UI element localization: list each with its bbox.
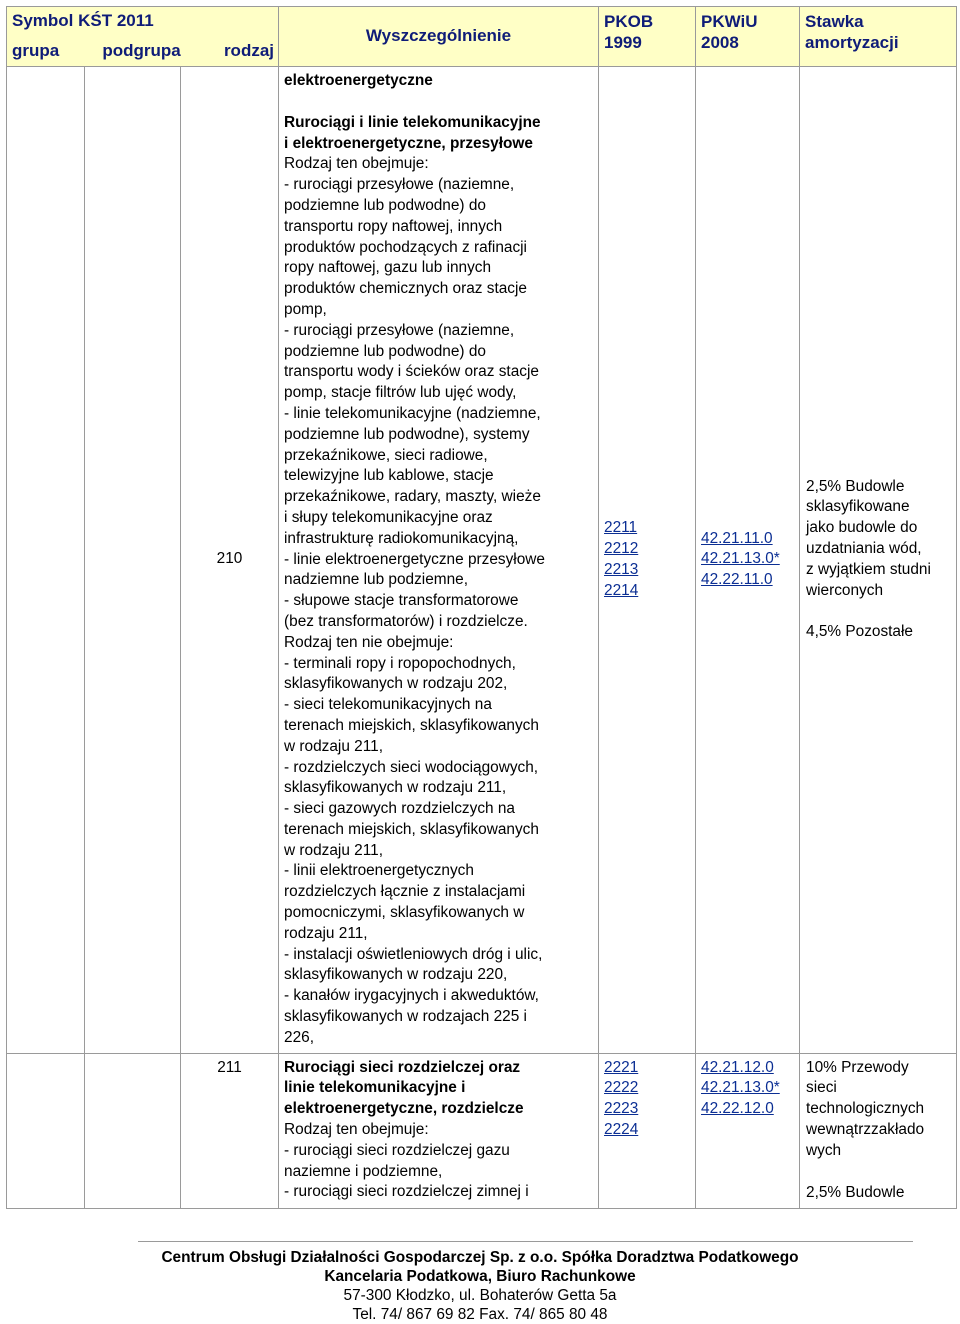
- footer: [0, 1248, 960, 1324]
- title-211: Rurociągi sieci rozdzielczej oraz linie telekomunikacyjne i elektroenergetyczne, rozdzielcze: [284, 1058, 524, 1118]
- header-grupa: grupa: [12, 40, 60, 60]
- description-line: Rodzaj ten obejmuje:: [284, 155, 429, 173]
- body-210: [284, 154, 594, 1048]
- pkob-210: [599, 67, 696, 1054]
- grupa-cell: [7, 1053, 85, 1208]
- header-podgrupa: podgrupa: [102, 40, 181, 60]
- footer-phone: Tel. 74/ 867 69 82 Fax. 74/ 865 80 48: [352, 1306, 608, 1323]
- description-line: - słupowe stacje transformatorowe: [284, 592, 519, 610]
- description-line: - terminali ropy i ropopochodnych,: [284, 654, 516, 672]
- description-line: - rurociągi przesyłowe (naziemne,: [284, 176, 515, 194]
- description-line: transportu wody i ścieków oraz stacje: [284, 363, 539, 381]
- description-line: (bez transformatorów) i rozdzielcze.: [284, 612, 528, 630]
- description-line: w rodzaju 211,: [284, 841, 383, 859]
- pkwiu-code[interactable]: 42.22.12.0: [701, 1100, 774, 1118]
- pkob-code[interactable]: 2213: [604, 560, 639, 578]
- description-line: pomp,: [284, 300, 327, 318]
- pkob-code[interactable]: 2224: [604, 1121, 639, 1139]
- classification-table: [6, 6, 957, 1209]
- header-pkwiu: PKWiU 2008: [696, 7, 800, 67]
- description-line: transportu ropy naftowej, innych: [284, 217, 503, 235]
- description-line: sklasyfikowanych w rodzaju 211,: [284, 779, 507, 797]
- description-line: - rozdzielczych sieci wodociągowych,: [284, 758, 539, 776]
- description-line: pomocniczymi, sklasyfikowanych w: [284, 904, 525, 922]
- header-pkob: PKOB 1999: [599, 7, 696, 67]
- description-line: - linie elektroenergetyczne przesyłowe: [284, 550, 545, 568]
- description-line: - linii elektroenergetycznych: [284, 862, 474, 880]
- pkwiu-210: [696, 67, 800, 1054]
- description-line: produktów pochodzących z rafinacji: [284, 238, 527, 256]
- description-line: sklasyfikowanych w rodzaju 202,: [284, 675, 508, 693]
- podgrupa-cell: [85, 1053, 181, 1208]
- pkwiu-code[interactable]: 42.22.11.0: [701, 571, 773, 589]
- title-210: Rurociągi i linie telekomunikacyjne i elektroenergetyczne, przesyłowe: [284, 113, 541, 152]
- pkob-code[interactable]: 2211: [604, 519, 638, 537]
- description-line: podziemne lub podwodne), systemy: [284, 425, 530, 443]
- rodzaj-210: 210: [181, 67, 279, 1054]
- description-211: [279, 1053, 599, 1208]
- description-line: infrastrukturę radiokomunikacyjną,: [284, 529, 519, 547]
- pkob-code[interactable]: 2221: [604, 1058, 639, 1076]
- header-rodzaj: rodzaj: [223, 40, 274, 60]
- description-line: telewizyjne lub kablowe, stacje: [284, 467, 494, 485]
- description-line: terenach miejskich, sklasyfikowanych: [284, 820, 539, 838]
- description-line: nadziemne lub podziemne,: [284, 571, 468, 589]
- description-line: - instalacji oświetleniowych dróg i ulic,: [284, 945, 543, 963]
- pkwiu-code[interactable]: 42.21.12.0: [701, 1058, 774, 1076]
- pkob-code[interactable]: 2222: [604, 1079, 639, 1097]
- podgrupa-cell: [85, 67, 181, 1054]
- grupa-cell: [7, 67, 85, 1054]
- description-line: i słupy telekomunikacyjne oraz: [284, 508, 493, 526]
- footer-company: Centrum Obsługi Działalności Gospodarczej Sp. z o.o. Spółka Doradztwa Podatkowego: [161, 1249, 799, 1266]
- footer-address: 57-300 Kłodzko, ul. Bohaterów Getta 5a: [343, 1287, 617, 1304]
- description-line: Rodzaj ten nie obejmuje:: [284, 633, 454, 651]
- description-line: - sieci telekomunikacyjnych na: [284, 696, 492, 714]
- stawka-211: 10% Przewody sieci technologicznych wewnątrzzakłado wych 2,5% Budowle: [800, 1053, 957, 1208]
- description-210: [279, 67, 599, 1054]
- continuation-title: elektroenergetyczne: [284, 72, 433, 89]
- description-line: - rurociągi przesyłowe (naziemne,: [284, 321, 515, 339]
- description-line: 226,: [284, 1028, 314, 1046]
- description-line: - kanałów irygacyjnych i akweduktów,: [284, 987, 539, 1005]
- pkwiu-code[interactable]: 42.21.13.0*: [701, 1079, 780, 1097]
- description-line: terenach miejskich, sklasyfikowanych: [284, 716, 539, 734]
- header-symbol: Symbol KŚT 2011: [12, 11, 154, 30]
- description-line: w rodzaju 211,: [284, 737, 383, 755]
- description-line: ropy naftowej, gazu lub innych: [284, 259, 492, 277]
- description-line: rozdzielczych łącznie z instalacjami: [284, 883, 526, 901]
- header-stawka: Stawka amortyzacji: [800, 7, 957, 67]
- pkwiu-211: [696, 1053, 800, 1208]
- pkob-code[interactable]: 2212: [604, 540, 639, 558]
- stawka-210: 2,5% Budowle sklasyfikowane jako budowle do uzdatniania wód, z wyjątkiem studni wierconych 4,5% Pozostałe: [800, 67, 957, 1054]
- footer-office: Kancelaria Podatkowa, Biuro Rachunkowe: [324, 1268, 636, 1285]
- pkob-code[interactable]: 2223: [604, 1100, 639, 1118]
- pkob-211: [599, 1053, 696, 1208]
- description-line: przekaźnikowe, sieci radiowe,: [284, 446, 488, 464]
- header-symbol-cell: [7, 7, 279, 67]
- pkwiu-code[interactable]: 42.21.11.0: [701, 529, 773, 547]
- description-line: - linie telekomunikacyjne (nadziemne,: [284, 404, 541, 422]
- description-line: sklasyfikowanych w rodzaju 220,: [284, 966, 508, 984]
- description-line: podziemne lub podwodne) do: [284, 342, 486, 360]
- footer-divider: [138, 1241, 913, 1242]
- description-line: rodzaju 211,: [284, 924, 368, 942]
- rodzaj-211: 211: [181, 1053, 279, 1208]
- header-wyszczegolnienie: Wyszczególnienie: [279, 7, 599, 67]
- description-line: podziemne lub podwodne) do: [284, 196, 486, 214]
- description-line: produktów chemicznych oraz stacje: [284, 280, 527, 298]
- description-line: sklasyfikowanych w rodzajach 225 i: [284, 1008, 527, 1026]
- pkwiu-code[interactable]: 42.21.13.0*: [701, 550, 780, 568]
- description-line: przekaźnikowe, radary, maszty, wieże: [284, 488, 541, 506]
- description-line: pomp, stacje filtrów lub ujęć wody,: [284, 384, 517, 402]
- description-line: - sieci gazowych rozdzielczych na: [284, 800, 515, 818]
- pkob-code[interactable]: 2214: [604, 581, 639, 599]
- body-211: Rodzaj ten obejmuje: - rurociągi sieci rozdzielczej gazu naziemne i podziemne, - rurociągi sieci rozdzielczej zimnej i: [284, 1121, 529, 1201]
